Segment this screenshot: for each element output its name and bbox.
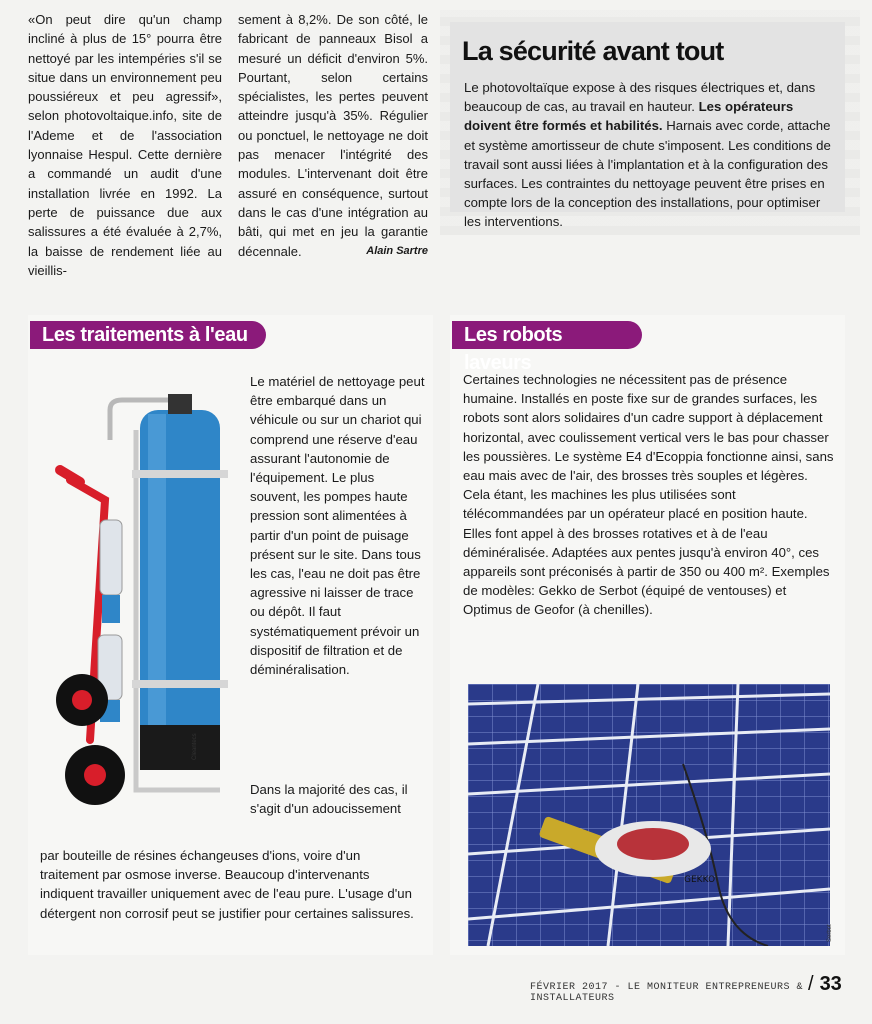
robots-text: Certaines technologies ne nécessitent pas de présence humaine. Installés en poste fixe sur de grandes surfaces, les robots sont alors solidaires d'un cadre support à déplacement horizontal, avec coulissement vertical vers le bas pour chasser les poussières. Le système E4 d'Ecoppia fonctionne ainsi, sans eau mais avec de l'air, des brosses très souples et légères. Cela étant, les machines les plus utilisées sont télécommandées par un opérateur placé en position haute. Elles font appel à des brosses rotatives et à de l'eau déminéralisée. Adaptées aux pentes jusqu'à environ 40°, ces appareils sont préconisés à partir de 350 ou 400 m². Exemples de modèles: Gekko de Serbot (équipé de ventouses) et Optimus de Geofor (à chenilles). [463, 372, 834, 618]
page-footer: FÉVRIER 2017 - LE MONITEUR ENTREPRENEURS & INSTALLATEURS [530, 982, 804, 1004]
water-section-title: Les traitements à l'eau [30, 321, 266, 349]
author-signature: Alain Sartre [366, 244, 428, 257]
security-text: Le photovoltaïque expose à des risques électriques et, dans beaucoup de cas, au travail en hauteur. Les opérateurs doivent être formés et habilités. Harnais avec corde, attache et système amortisseur de chute s'imposent. Les conditions de travail sont aussi liées à l'implantation et à la configuration des surfaces. Les contraintes du nettoyage peuvent être prises en compte lors de la conception des installations, pour optimiser les interventions. [464, 80, 831, 230]
robots-section-title: Les robots laveurs [452, 321, 642, 349]
security-box [450, 22, 845, 230]
water-cart-photo [40, 380, 245, 810]
article-column-2 [238, 10, 428, 261]
water-indent-text: Dans la majorité des cas, il s'agit d'un adoucissement [250, 782, 408, 817]
page-number: / 33 [808, 973, 842, 995]
robots-photo-credit: Serbot [827, 924, 833, 942]
article-column-1: «On peut dire qu'un champ incliné à plus de 15° pourra être nettoyé par les intempéries s'il se situe dans un environnement peu poussiéreux et peu agressif», selon photovoltaique.info, site de l'Ademe et de l'association lyonnaise Hespul. Cette dernière a commandé un audit d'une installation livrée en 1992. La perte de puissance due aux salissures a été évaluée à 2,7%, la baisse de rendement liée au vieillis- [28, 12, 222, 278]
water-photo-credit: Cleantecs [192, 733, 198, 760]
column-2-text: sement à 8,2%. De son côté, le fabricant de panneaux Bisol a mesuré un déficit d'environ 5%. Pourtant, selon certains spécialistes, les pertes peuvent atteindre jusqu'à 35%. Régulier ou ponctuel, le nettoyage ne doit pas menacer l'intégrité des modules. L'intervenant doit être assuré en conséquence, surtout dans le cas d'une intégration au bâti, qui met en jeu la garantie décennale. [238, 12, 428, 259]
robot-label: GEKKO [684, 875, 716, 885]
solar-robot-photo [468, 684, 830, 946]
security-bold-text: Les opérateurs doivent être formés et habilités. [464, 99, 794, 134]
water-full-text: par bouteille de résines échangeuses d'ions, voire d'un traitement par osmose inverse. Beaucoup d'intervenants indiquent travailler uniquement avec de l'eau pure. L'usage d'un détergent non corrosif peut se justifier pour certaines salissures. [40, 848, 414, 921]
water-side-text: Le matériel de nettoyage peut être embarqué dans un véhicule ou sur un chariot qui comprend une réserve d'eau assurant l'autonomie de l'équipement. Le plus souvent, les pompes haute pression sont alimentées à partir d'un point de puisage présent sur le site. Dans tous les cas, l'eau ne doit pas être agressive ni laisser de trace ou dépôt. Il faut systématiquement prévoir un dispositif de filtration et de déminéralisation. [250, 374, 425, 678]
security-title: La sécurité avant tout [462, 36, 724, 66]
